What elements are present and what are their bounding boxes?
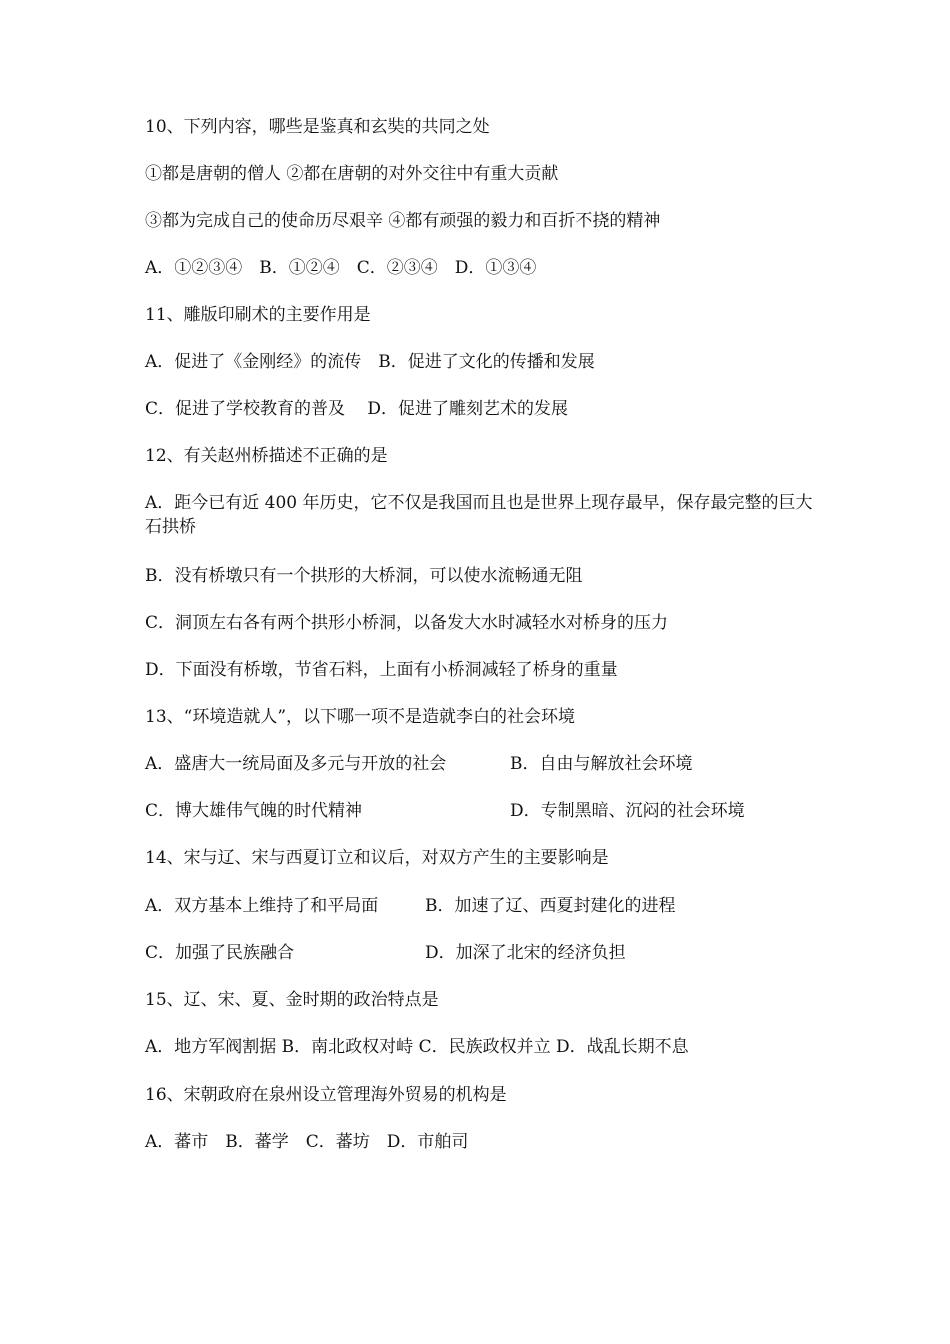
question-11-options-cd: C．促进了学校教育的普及 D．促进了雕刻艺术的发展 bbox=[145, 399, 569, 419]
question-11-stem: 11、雕版印刷术的主要作用是 bbox=[145, 305, 371, 325]
question-14-option-b: B．加速了辽、西夏封建化的进程 bbox=[425, 896, 676, 916]
question-10-options: A．①②③④ B．①②④ C．②③④ D．①③④ bbox=[145, 258, 537, 278]
question-13-option-b: B．自由与解放社会环境 bbox=[510, 754, 693, 774]
question-12-option-d: D．下面没有桥墩，节省石料，上面有小桥洞减轻了桥身的重量 bbox=[145, 660, 618, 680]
question-12-option-c: C．洞顶左右各有两个拱形小桥洞，以备发大水时减轻水对桥身的压力 bbox=[145, 613, 669, 633]
question-14-stem: 14、宋与辽、宋与西夏订立和议后，对双方产生的主要影响是 bbox=[145, 848, 609, 868]
question-15-options: A．地方军阀割据 B．南北政权对峙 C．民族政权并立 D．战乱长期不息 bbox=[145, 1037, 689, 1057]
question-13-option-d: D．专制黑暗、沉闷的社会环境 bbox=[510, 801, 745, 821]
question-12-stem: 12、有关赵州桥描述不正确的是 bbox=[145, 446, 388, 466]
question-13-stem: 13、“环境造就人”，以下哪一项不是造就李白的社会环境 bbox=[145, 707, 576, 727]
question-13-option-c: C．博大雄伟气魄的时代精神 bbox=[145, 801, 363, 821]
question-15-stem: 15、辽、宋、夏、金时期的政治特点是 bbox=[145, 990, 439, 1010]
question-14-option-d: D．加深了北宋的经济负担 bbox=[425, 943, 626, 963]
question-10-items-3-4: ③都为完成自己的使命历尽艰辛 ④都有顽强的毅力和百折不挠的精神 bbox=[145, 211, 661, 231]
question-16-options: A．蕃市 B．蕃学 C．蕃坊 D．市舶司 bbox=[145, 1132, 469, 1152]
question-16-stem: 16、宋朝政府在泉州设立管理海外贸易的机构是 bbox=[145, 1085, 507, 1105]
question-11-options-ab: A．促进了《金刚经》的流传 B．促进了文化的传播和发展 bbox=[145, 352, 595, 372]
question-12-option-a: A．距今已有近 400 年历史，它不仅是我国而且也是世界上现存最早，保存最完整的巨大石拱桥 bbox=[145, 493, 813, 537]
question-10-stem: 10、下列内容，哪些是鉴真和玄奘的共同之处 bbox=[145, 117, 490, 137]
question-14-option-c: C．加强了民族融合 bbox=[145, 943, 295, 963]
question-10-items-1-2: ①都是唐朝的僧人 ②都在唐朝的对外交往中有重大贡献 bbox=[145, 164, 559, 184]
question-12-option-b: B．没有桥墩只有一个拱形的大桥洞，可以使水流畅通无阻 bbox=[145, 566, 583, 586]
question-13-option-a: A．盛唐大一统局面及多元与开放的社会 bbox=[145, 754, 447, 774]
question-14-option-a: A．双方基本上维持了和平局面 bbox=[145, 896, 379, 916]
